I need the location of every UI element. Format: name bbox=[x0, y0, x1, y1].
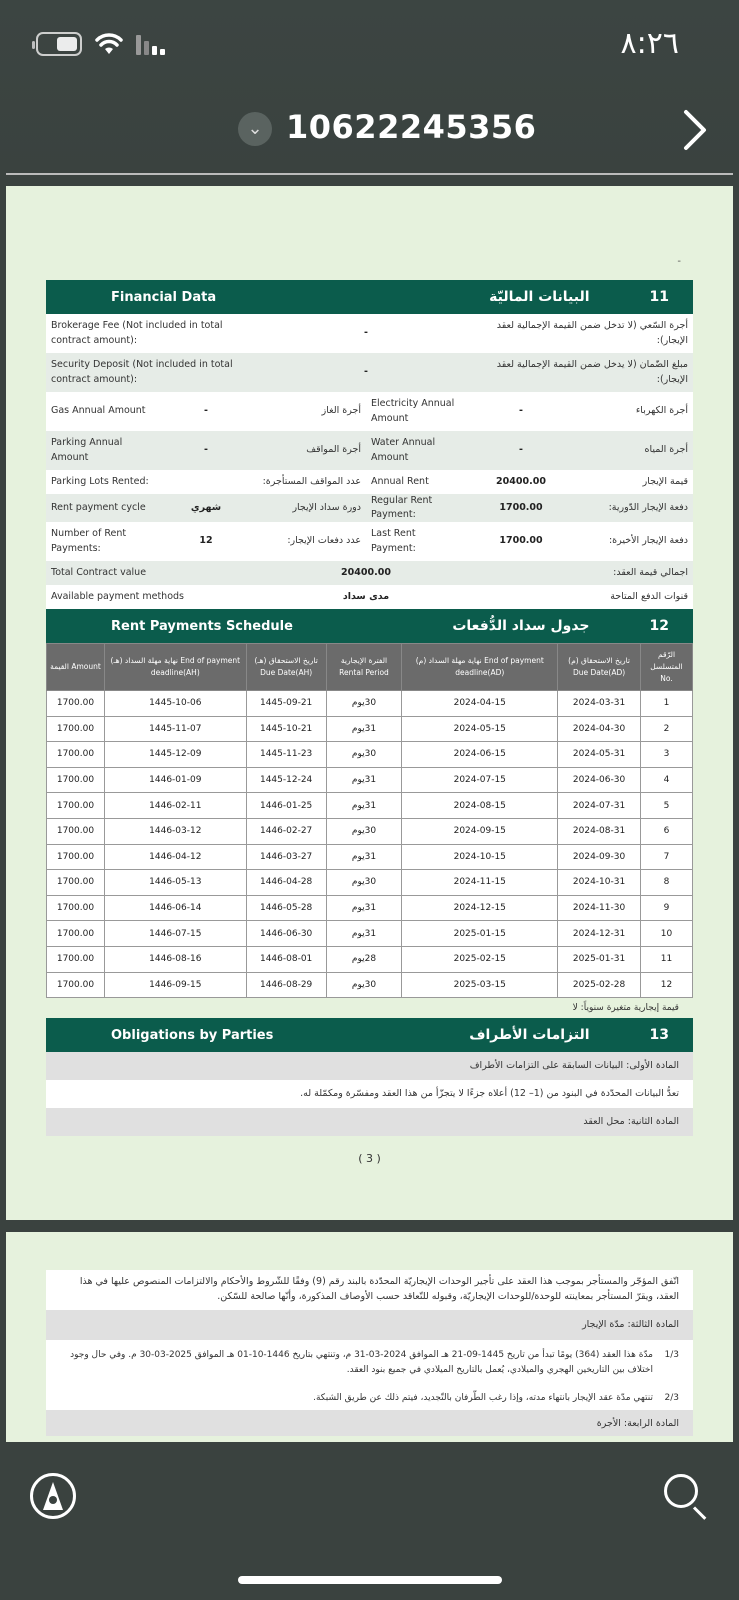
clause-1 bbox=[46, 1340, 693, 1387]
financial-section bbox=[46, 280, 693, 1165]
table-cell: 2024-05-31 bbox=[558, 742, 641, 768]
table-cell: 2024-09-15 bbox=[402, 818, 558, 844]
label-ar: أجرة المواقف bbox=[306, 444, 361, 456]
table-row bbox=[47, 767, 693, 793]
label-en: Electricity Annual Amount bbox=[371, 398, 455, 424]
label-ar: قنوات الدفع المتاحة bbox=[610, 590, 688, 602]
table-cell: 30يوم bbox=[326, 818, 402, 844]
article-1-heading: المادة الأولى: البيانات السابقة على التزامات الأطراف bbox=[46, 1052, 693, 1080]
document-title[interactable]: 10622245356 bbox=[286, 108, 537, 146]
article-1-text: تعدُّ البيانات المحدّدة في البنود من (1– 12) أعلاه جزءًا لا يتجزّأ من هذا العقد ومفسّرة ومكمّلة له. bbox=[46, 1080, 693, 1108]
table-cell: 9 bbox=[641, 895, 693, 921]
table-cell: 2024-12-31 bbox=[558, 921, 641, 947]
document-page-2 bbox=[6, 1232, 733, 1442]
cycle-regular-row bbox=[46, 494, 693, 522]
table-cell: 2024-07-31 bbox=[558, 793, 641, 819]
label-ar: أجرة السّعي (لا تدخل ضمن القيمة الإجمالية لعقد الإيجار): bbox=[496, 320, 688, 346]
label-en: Water Annual Amount bbox=[371, 437, 436, 463]
table-cell: 1700.00 bbox=[47, 895, 105, 921]
section-title-en: Financial Data bbox=[111, 289, 217, 305]
label-en: Parking Lots Rented: bbox=[51, 475, 149, 487]
section-number: 12 bbox=[649, 618, 669, 634]
chevron-right-icon[interactable] bbox=[681, 108, 709, 152]
table-cell: 1445-09-21 bbox=[246, 691, 326, 717]
table-row bbox=[47, 742, 693, 768]
label-en: Parking Annual Amount bbox=[51, 437, 123, 463]
table-cell: 1446-01-25 bbox=[246, 793, 326, 819]
col-period: الفترة الإيجارية Rental Period bbox=[326, 644, 402, 691]
table-cell: 3 bbox=[641, 742, 693, 768]
value: - bbox=[204, 405, 208, 417]
table-cell: 1445-11-23 bbox=[246, 742, 326, 768]
label-en: Gas Annual Amount bbox=[51, 405, 146, 417]
table-cell: 1700.00 bbox=[47, 716, 105, 742]
table-cell: 1446-08-29 bbox=[246, 972, 326, 998]
article-3-heading: المادة الثالثة: مدّة الإيجار bbox=[46, 1310, 693, 1340]
label-ar: أجرة الغاز bbox=[321, 405, 361, 417]
col-amount: القيمة Amount bbox=[47, 644, 105, 691]
label-en: Security Deposit (Not included in total contract amount): bbox=[51, 359, 233, 385]
table-row bbox=[47, 844, 693, 870]
methods-row bbox=[46, 585, 693, 609]
table-row bbox=[47, 716, 693, 742]
document-page bbox=[6, 186, 733, 1220]
table-cell: 2024-08-31 bbox=[558, 818, 641, 844]
table-cell: 30يوم bbox=[326, 742, 402, 768]
table-cell: 30يوم bbox=[326, 870, 402, 896]
gas-electricity-row bbox=[46, 392, 693, 431]
table-cell: 1446-09-15 bbox=[104, 972, 246, 998]
table-cell: 1446-07-15 bbox=[104, 921, 246, 947]
table-cell: 2024-06-15 bbox=[402, 742, 558, 768]
markup-icon[interactable] bbox=[30, 1473, 76, 1519]
variable-rent-note: قيمة إيجارية متغيرة سنوياً: لا bbox=[572, 1003, 679, 1014]
table-cell: 6 bbox=[641, 818, 693, 844]
value: - bbox=[519, 444, 523, 456]
table-row bbox=[47, 921, 693, 947]
col-end-ah: نهاية مهلة السداد (هـ) End of payment deadline(AH) bbox=[104, 644, 246, 691]
label-en: Total Contract value bbox=[51, 566, 147, 578]
table-cell: 1446-02-27 bbox=[246, 818, 326, 844]
value: - bbox=[204, 444, 208, 456]
col-due-ah: تاريخ الاستحقاق (هـ) Due Date(AH) bbox=[246, 644, 326, 691]
table-cell: 1700.00 bbox=[47, 742, 105, 768]
table-cell: 2025-03-15 bbox=[402, 972, 558, 998]
clause-number: 2/3 bbox=[664, 1392, 679, 1403]
label-en: Brokerage Fee (Not included in total contract amount): bbox=[51, 320, 223, 346]
value: - bbox=[364, 366, 368, 378]
total-row bbox=[46, 561, 693, 585]
label-ar: دورة سداد الإيجار bbox=[292, 501, 361, 513]
table-cell: 31يوم bbox=[326, 716, 402, 742]
section-title-ar: التزامات الأطراف bbox=[469, 1027, 590, 1044]
table-cell: 1446-08-01 bbox=[246, 946, 326, 972]
nav-bar bbox=[0, 100, 739, 160]
table-cell: 31يوم bbox=[326, 793, 402, 819]
section-number: 13 bbox=[649, 1027, 669, 1044]
table-row bbox=[47, 691, 693, 717]
table-cell: 2024-06-30 bbox=[558, 767, 641, 793]
col-due-ad: تاريخ الاستحقاق (م) Due Date(AD) bbox=[558, 644, 641, 691]
table-cell: 10 bbox=[641, 921, 693, 947]
table-cell: 5 bbox=[641, 793, 693, 819]
value: 1700.00 bbox=[499, 501, 543, 513]
table-cell: 4 bbox=[641, 767, 693, 793]
section-title-ar: جدول سداد الدُّفعات bbox=[452, 618, 590, 634]
section-header bbox=[46, 280, 693, 314]
home-indicator[interactable] bbox=[238, 1576, 502, 1584]
table-cell: 2024-12-15 bbox=[402, 895, 558, 921]
schedule-table bbox=[46, 643, 693, 998]
table-cell: 2025-01-31 bbox=[558, 946, 641, 972]
contract-intro: اتّفق المؤجّر والمستأجر بموجب هذا العقد على تأجير الوحدات الإيجاريّة المحدّدة بالبند رقم (9) وفقًا للشّروط والأحكام والالتزامات المنصوص عليها في هذا العقد، ويقرّ المستأجر بمعاينته للوحدة/للوحدات الإيجاريّة، وقبوله للتّعاقد حسب الأوصاف المذكورة، وأنّها صالحة للسّكن. bbox=[46, 1270, 693, 1310]
table-cell: 30يوم bbox=[326, 972, 402, 998]
clause-number: 1/3 bbox=[664, 1350, 679, 1360]
table-cell: 30يوم bbox=[326, 691, 402, 717]
table-cell: 2025-02-15 bbox=[402, 946, 558, 972]
table-cell: 2024-09-30 bbox=[558, 844, 641, 870]
table-cell: 2024-05-15 bbox=[402, 716, 558, 742]
table-cell: 2025-02-28 bbox=[558, 972, 641, 998]
label-ar: اجمالي قيمة العقد: bbox=[613, 566, 688, 578]
col-no: الرّقم المتسلسل No. bbox=[641, 644, 693, 691]
label-ar: أجرة الكهرباء bbox=[635, 405, 688, 417]
table-cell: 2024-03-31 bbox=[558, 691, 641, 717]
label-ar: دفعة الإيجار الدّورية: bbox=[608, 501, 688, 513]
table-cell: 1445-11-07 bbox=[104, 716, 246, 742]
table-cell: 31يوم bbox=[326, 844, 402, 870]
table-header bbox=[47, 644, 693, 691]
table-cell: 2025-01-15 bbox=[402, 921, 558, 947]
section-number: 11 bbox=[649, 289, 669, 305]
label-ar: قيمة الإيجار bbox=[642, 475, 688, 487]
label-ar: مبلغ الضّمان (لا يدخل ضمن القيمة الإجمالية لعقد الإيجار): bbox=[496, 359, 688, 385]
table-cell: 1700.00 bbox=[47, 921, 105, 947]
table-cell: 1700.00 bbox=[47, 946, 105, 972]
schedule-header bbox=[46, 609, 693, 643]
status-icons bbox=[36, 32, 165, 56]
label-en: Annual Rent bbox=[371, 475, 429, 487]
value: 12 bbox=[199, 535, 213, 547]
table-row bbox=[47, 946, 693, 972]
obligations-header bbox=[46, 1018, 693, 1052]
table-cell: 31يوم bbox=[326, 921, 402, 947]
table-cell: 1446-05-28 bbox=[246, 895, 326, 921]
table-cell: 1700.00 bbox=[47, 691, 105, 717]
chevron-down-icon[interactable]: ⌄ bbox=[238, 112, 272, 146]
label-en: Last Rent Payment: bbox=[371, 528, 416, 554]
table-cell: 1700.00 bbox=[47, 793, 105, 819]
table-cell: 1700.00 bbox=[47, 972, 105, 998]
brokerage-row bbox=[46, 314, 693, 353]
value: مدى سداد bbox=[342, 590, 390, 602]
table-cell: 1700.00 bbox=[47, 767, 105, 793]
label-en: Regular Rent Payment: bbox=[371, 494, 433, 520]
value bbox=[206, 478, 256, 486]
clause-text: مدّة هذا العقد (364) يومًا تبدأ من تاريخ 1445-09-21 هـ الموافق 2024-03-31 م، وتنتهي بتاريخ 1446-10-01 هـ الموافق 2025-03-30 م. وفي حال وجود اختلاف بين التاريخين الهجري والميلادي، يُعمل بالتاريخ الميلادي في جميع بنود العقد. bbox=[70, 1350, 653, 1376]
value: - bbox=[364, 327, 368, 339]
table-cell: 1446-06-30 bbox=[246, 921, 326, 947]
table-cell: 1446-04-12 bbox=[104, 844, 246, 870]
label-en: Available payment methods bbox=[51, 590, 184, 602]
value: 20400.00 bbox=[496, 475, 546, 487]
section-title-en: Obligations by Parties bbox=[111, 1027, 274, 1043]
battery-icon bbox=[36, 32, 82, 56]
label-en: Number of Rent Payments: bbox=[51, 528, 127, 554]
table-cell: 1700.00 bbox=[47, 870, 105, 896]
table-cell: 2024-08-15 bbox=[402, 793, 558, 819]
section-title-ar: البيانات الماليّة bbox=[489, 289, 590, 305]
table-cell: 1 bbox=[641, 691, 693, 717]
label-ar: دفعة الإيجار الأخيرة: bbox=[608, 535, 688, 547]
table-cell: 8 bbox=[641, 870, 693, 896]
table-row bbox=[47, 818, 693, 844]
table-cell: 1445-12-09 bbox=[104, 742, 246, 768]
col-end-ad: نهاية مهلة السداد (م) End of payment deadline(AD) bbox=[402, 644, 558, 691]
table-cell: 2 bbox=[641, 716, 693, 742]
table-cell: 1446-02-11 bbox=[104, 793, 246, 819]
table-cell: 31يوم bbox=[326, 767, 402, 793]
table-cell: 1446-06-14 bbox=[104, 895, 246, 921]
table-cell: 2024-04-30 bbox=[558, 716, 641, 742]
table-row bbox=[47, 870, 693, 896]
payments-last-row bbox=[46, 522, 693, 561]
table-row bbox=[47, 793, 693, 819]
table-cell: 1446-03-27 bbox=[246, 844, 326, 870]
table-cell: 1445-10-21 bbox=[246, 716, 326, 742]
table-cell: 1446-05-13 bbox=[104, 870, 246, 896]
label-en: Rent payment cycle bbox=[51, 501, 146, 513]
table-cell: 1446-03-12 bbox=[104, 818, 246, 844]
status-time: ٨:٢٦ bbox=[620, 26, 679, 61]
table-cell: 2024-10-31 bbox=[558, 870, 641, 896]
table-cell: 31يوم bbox=[326, 895, 402, 921]
table-cell: 1445-12-24 bbox=[246, 767, 326, 793]
label-ar: أجرة المياه bbox=[644, 444, 688, 456]
table-cell: 11 bbox=[641, 946, 693, 972]
article-4-heading: المادة الرابعة: الأجرة bbox=[46, 1410, 693, 1436]
table-row bbox=[47, 972, 693, 998]
table-cell: 2024-11-30 bbox=[558, 895, 641, 921]
signal-icon bbox=[136, 33, 165, 55]
table-cell: 1700.00 bbox=[47, 818, 105, 844]
table-cell: 1446-04-28 bbox=[246, 870, 326, 896]
label-ar: عدد المواقف المستأجرة: bbox=[262, 475, 361, 487]
parking-water-row bbox=[46, 431, 693, 470]
divider bbox=[6, 173, 733, 175]
table-cell: 1700.00 bbox=[47, 844, 105, 870]
page-number: ( 3 ) bbox=[358, 1152, 381, 1166]
search-icon[interactable] bbox=[664, 1474, 698, 1508]
table-cell: 2024-04-15 bbox=[402, 691, 558, 717]
table-row bbox=[47, 895, 693, 921]
wifi-icon bbox=[94, 32, 124, 56]
value: - bbox=[519, 405, 523, 417]
top-bar bbox=[0, 0, 739, 175]
table-cell: 7 bbox=[641, 844, 693, 870]
table-cell: 2024-10-15 bbox=[402, 844, 558, 870]
label-ar: عدد دفعات الإيجار: bbox=[287, 535, 361, 547]
table-cell: 28يوم bbox=[326, 946, 402, 972]
table-cell: 12 bbox=[641, 972, 693, 998]
table-cell: 2024-11-15 bbox=[402, 870, 558, 896]
value: 1700.00 bbox=[499, 535, 543, 547]
value: 20400.00 bbox=[341, 566, 391, 578]
security-row bbox=[46, 353, 693, 392]
table-cell: 1445-10-06 bbox=[104, 691, 246, 717]
table-cell: 2024-07-15 bbox=[402, 767, 558, 793]
table-cell: 1446-08-16 bbox=[104, 946, 246, 972]
dash-mark: - bbox=[677, 256, 681, 267]
article-2-heading: المادة الثانية: محل العقد bbox=[46, 1108, 693, 1136]
clause-text: تنتهي مدّة عقد الإيجار بانتهاء مدته، وإذا رغب الطّرفان بالتّجديد، فيتم ذلك عن طريق الشبكة. bbox=[313, 1392, 653, 1403]
section-title-en: Rent Payments Schedule bbox=[111, 618, 293, 634]
value: شهري bbox=[190, 501, 222, 513]
clause-2 bbox=[46, 1387, 693, 1410]
table-cell: 1446-01-09 bbox=[104, 767, 246, 793]
